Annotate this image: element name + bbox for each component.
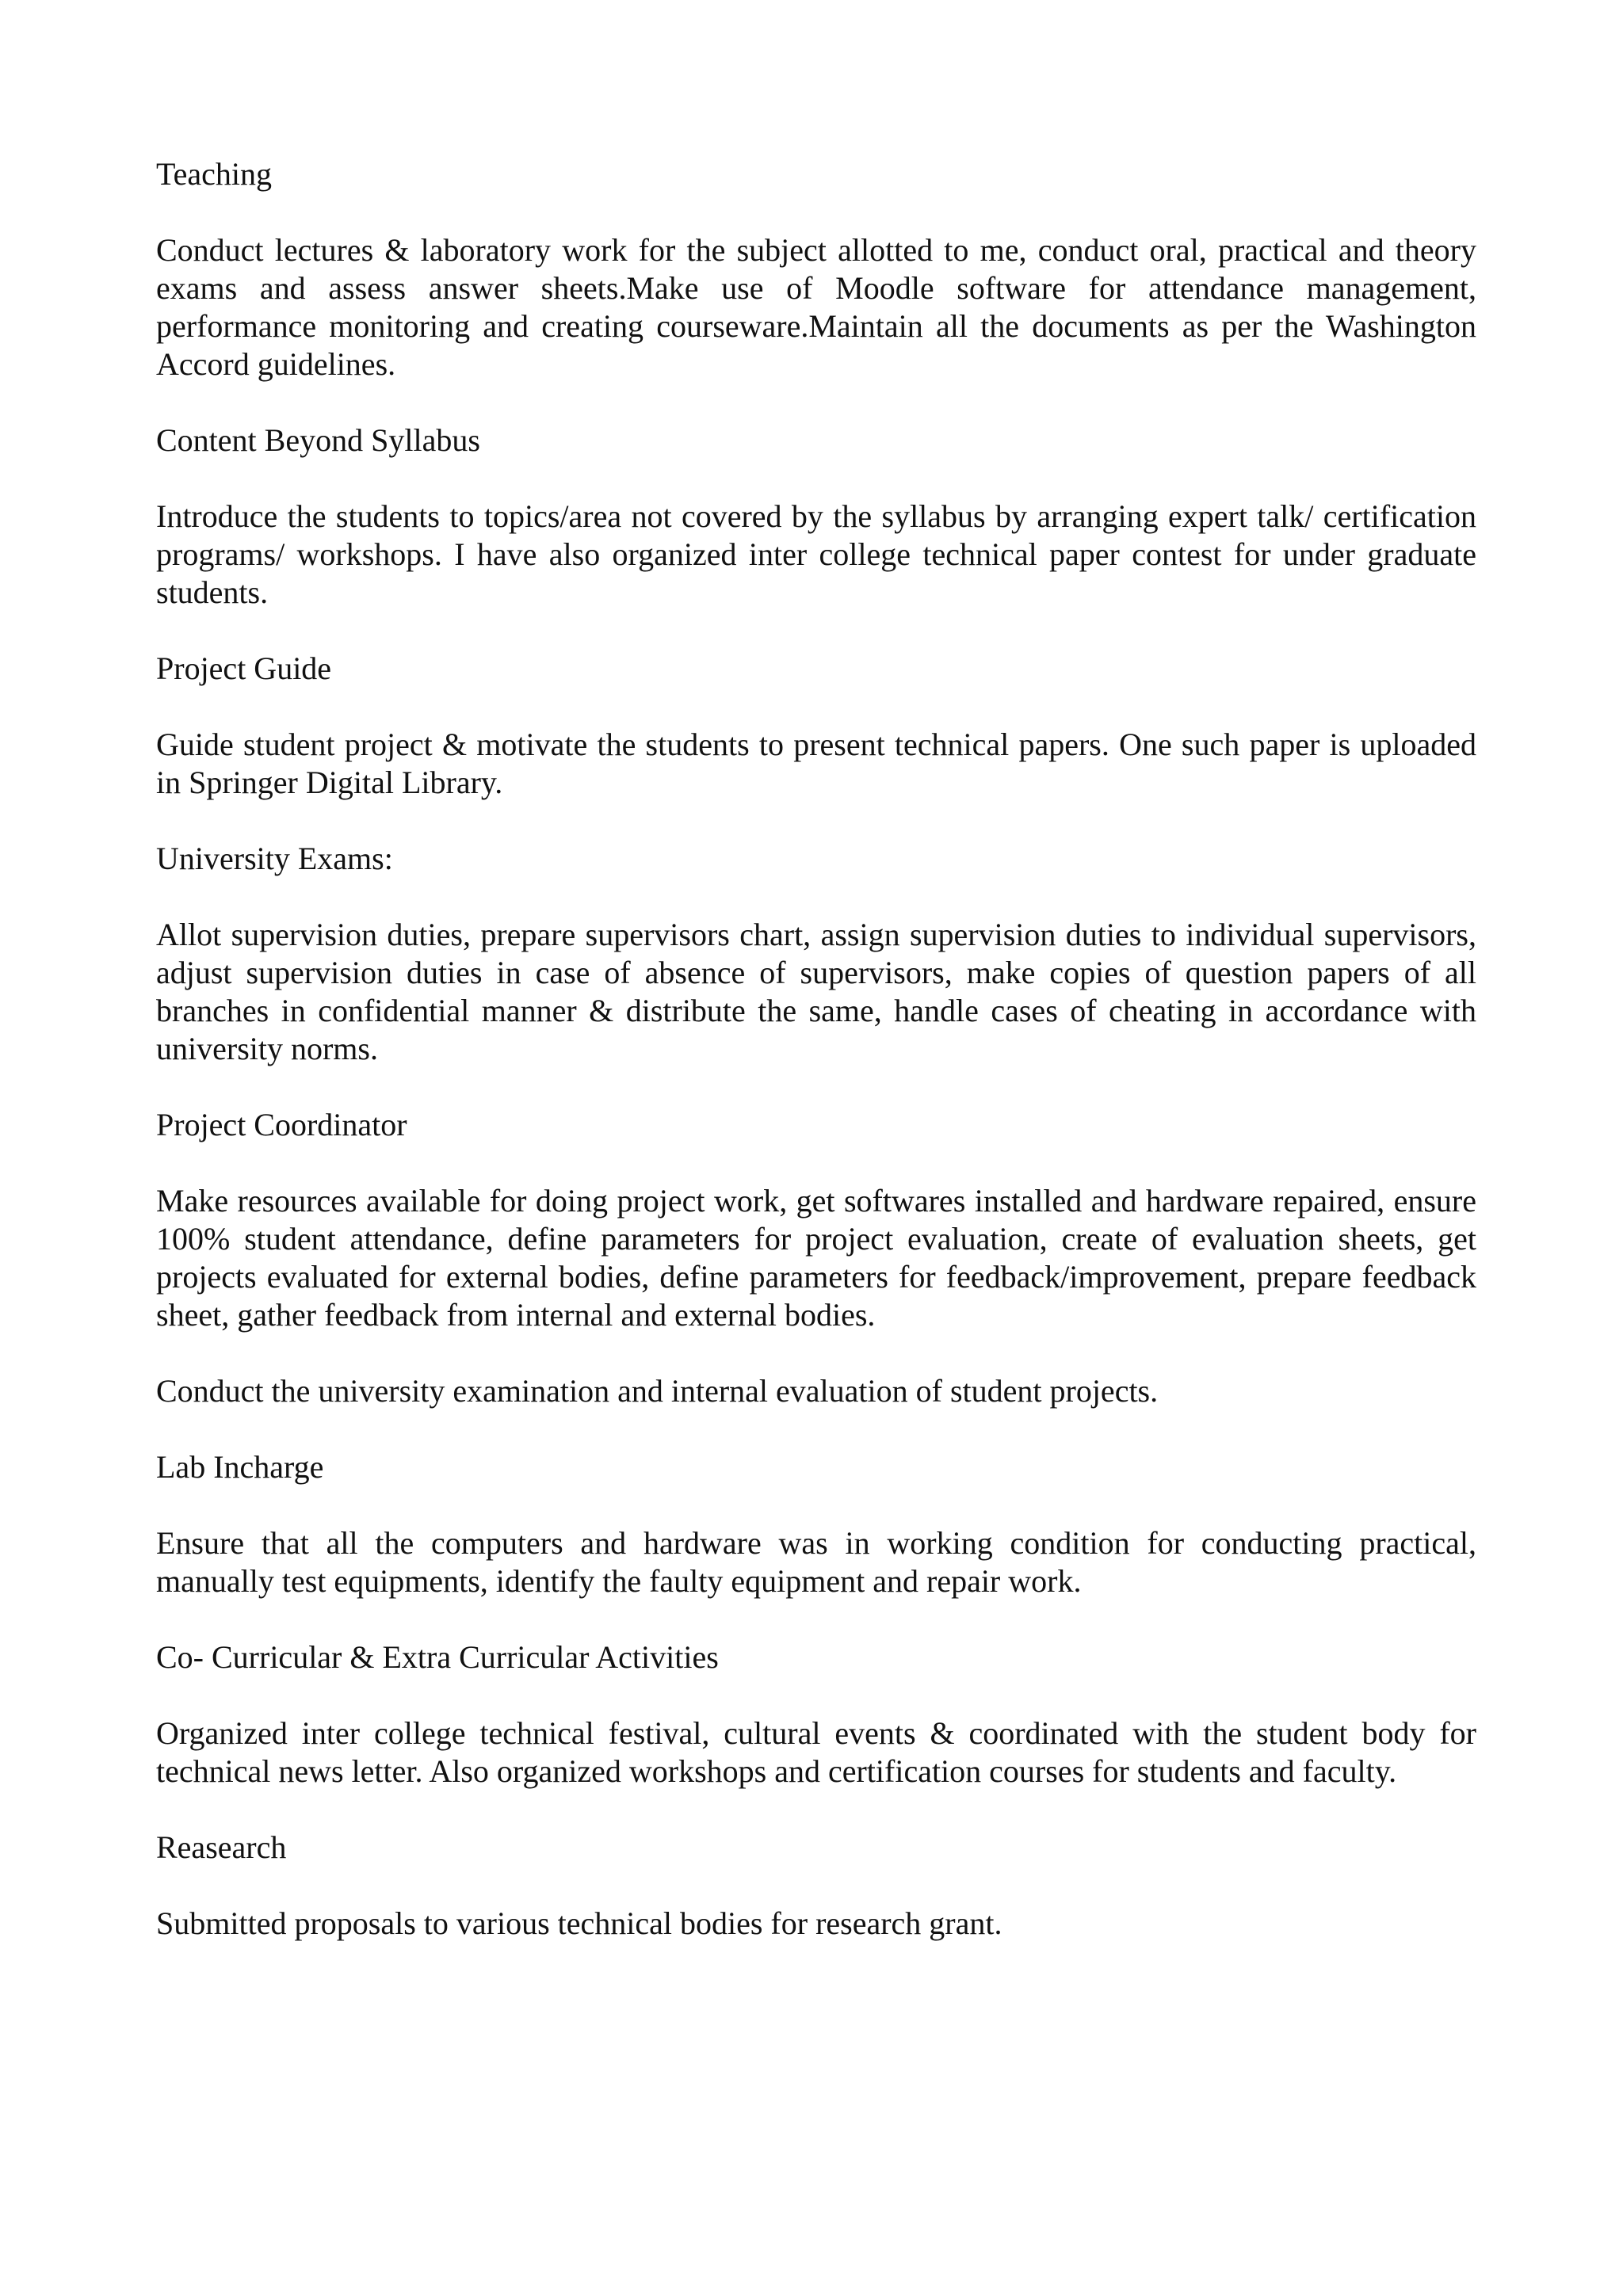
section-paragraph: Introduce the students to topics/area not covered by the syllabus by arranging expert talk/ certification programs/ workshops. I have also organized inter college technical paper contest for under graduate students. (156, 498, 1476, 610)
section-heading: Reasearch (156, 1829, 287, 1865)
section-teaching (156, 155, 1476, 383)
section-project-coordinator (156, 1106, 1476, 1410)
section-heading: Teaching (156, 156, 273, 192)
section-paragraph: Allot supervision duties, prepare supervisors chart, assign supervision duties to individual supervisors, adjust supervision duties in case of absence of supervisors, make copies of question papers of all branches in confidential manner & distribute the same, handle cases of cheating in accordance with university norms. (156, 917, 1476, 1066)
section-heading: Project Coordinator (156, 1107, 407, 1142)
section-heading: Co- Curricular & Extra Curricular Activities (156, 1639, 719, 1675)
section-university-exams (156, 840, 1476, 1068)
section-heading: Content Beyond Syllabus (156, 422, 480, 458)
section-heading: Lab Incharge (156, 1449, 324, 1485)
section-heading: Project Guide (156, 650, 332, 686)
section-paragraph: Organized inter college technical festival, cultural events & coordinated with the student body for technical news letter. Also organized workshops and certification courses for students and faculty. (156, 1715, 1476, 1789)
section-lab-incharge (156, 1448, 1476, 1600)
document-page (156, 155, 1476, 1981)
section-paragraph: Submitted proposals to various technical bodies for research grant. (156, 1905, 1002, 1941)
section-paragraph: Conduct the university examination and internal evaluation of student projects. (156, 1373, 1159, 1409)
section-paragraph: Guide student project & motivate the students to present technical papers. One such paper is uploaded in Springer Digital Library. (156, 727, 1476, 800)
section-paragraph: Ensure that all the computers and hardware was in working condition for conducting practical, manually test equipments, identify the faulty equipment and repair work. (156, 1525, 1476, 1599)
section-co-curricular-activities (156, 1638, 1476, 1791)
section-heading: University Exams: (156, 841, 393, 876)
section-paragraph: Conduct lectures & laboratory work for the subject allotted to me, conduct oral, practical and theory exams and assess answer sheets.Make use of Moodle software for attendance management, performance monitoring and creating courseware.Maintain all the documents as per the Washington Accord guidelines. (156, 232, 1476, 382)
section-paragraph: Make resources available for doing project work, get softwares installed and hardware repaired, ensure 100% student attendance, define parameters for project evaluation, create of evaluation sheets, get projects evaluated for external bodies, define parameters for feedback/improvement, prepare feedback sheet, gather feedback from internal and external bodies. (156, 1183, 1476, 1333)
section-project-guide (156, 650, 1476, 802)
section-research (156, 1829, 1476, 1943)
section-content-beyond-syllabus (156, 421, 1476, 612)
